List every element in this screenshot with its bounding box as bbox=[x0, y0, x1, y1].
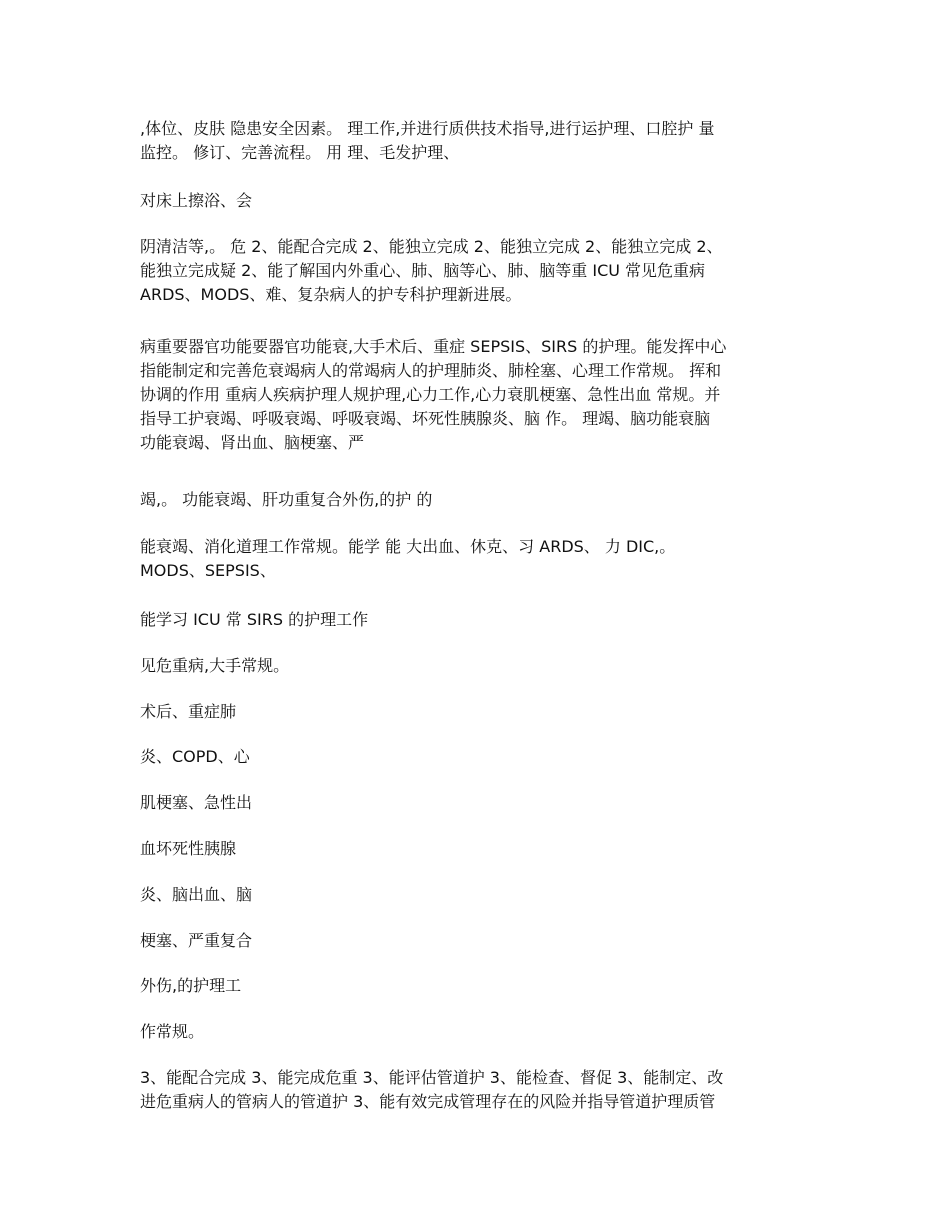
paragraph-12 bbox=[140, 837, 810, 861]
text-line: 血坏死性胰腺 bbox=[140, 839, 237, 858]
paragraph-17 bbox=[140, 1066, 810, 1114]
text-line: 监控。 修订、完善流程。 用 理、毛发护理、 bbox=[140, 143, 460, 162]
text-line: 指能制定和完善危衰竭病人的常竭病人的护理肺炎、肺栓塞、心理工作常规。 挥和 bbox=[140, 361, 722, 380]
text-line: 作常规。 bbox=[140, 1022, 205, 1041]
paragraph-9 bbox=[140, 700, 810, 724]
paragraph-7 bbox=[140, 608, 810, 632]
paragraph-3 bbox=[140, 235, 810, 307]
text-line: 能衰竭、消化道理工作常规。能学 能 大出血、休克、习 ARDS、 力 DIC,。 bbox=[140, 537, 676, 556]
paragraph-1 bbox=[140, 117, 810, 165]
text-line: ,体位、皮肤 隐患安全因素。 理工作,并进行质供技术指导,进行运护理、口腔护 量 bbox=[140, 119, 715, 138]
paragraph-10 bbox=[140, 745, 810, 769]
paragraph-16 bbox=[140, 1020, 810, 1044]
text-line: 竭,。 功能衰竭、肝功重复合外伤,的护 的 bbox=[140, 490, 433, 509]
paragraph-14 bbox=[140, 929, 810, 953]
text-line: 功能衰竭、肾出血、脑梗塞、严 bbox=[140, 433, 365, 452]
paragraph-4 bbox=[140, 335, 810, 455]
text-line: 进危重病人的管病人的管道护 3、能有效完成管理存在的风险并指导管道护理质管 bbox=[140, 1092, 716, 1111]
text-line: 肌梗塞、急性出 bbox=[140, 793, 253, 812]
text-line: 能学习 ICU 常 SIRS 的护理工作 bbox=[140, 610, 369, 629]
text-line: 能独立完成疑 2、能了解国内外重心、肺、脑等心、肺、脑等重 ICU 常见危重病 bbox=[140, 261, 706, 280]
text-line: 炎、COPD、心 bbox=[140, 747, 250, 766]
text-line: ARDS、MODS、难、复杂病人的护专科护理新进展。 bbox=[140, 285, 522, 304]
text-line: 梗塞、严重复合 bbox=[140, 931, 253, 950]
text-line: MODS、SEPSIS、 bbox=[140, 561, 276, 580]
text-line: 协调的作用 重病人疾病护理人规护理,心力工作,心力衰肌梗塞、急性出血 常规。并 bbox=[140, 385, 721, 404]
text-line: 见危重病,大手常规。 bbox=[140, 656, 290, 675]
text-line: 术后、重症肺 bbox=[140, 702, 237, 721]
text-line: 外伤,的护理工 bbox=[140, 976, 242, 995]
text-line: 阴清洁等,。 危 2、能配合完成 2、能独立完成 2、能独立完成 2、能独立完成 2、 bbox=[140, 237, 723, 256]
text-line: 炎、脑出血、脑 bbox=[140, 885, 253, 904]
paragraph-2 bbox=[140, 189, 810, 213]
text-line: 对床上擦浴、会 bbox=[140, 191, 253, 210]
paragraph-5 bbox=[140, 488, 810, 512]
paragraph-11 bbox=[140, 791, 810, 815]
text-line: 病重要器官功能要器官功能衰,大手术后、重症 SEPSIS、SIRS 的护理。能发挥中心 bbox=[140, 337, 727, 356]
paragraph-8 bbox=[140, 654, 810, 678]
paragraph-13 bbox=[140, 883, 810, 907]
paragraph-15 bbox=[140, 974, 810, 998]
paragraph-6 bbox=[140, 535, 810, 583]
text-line: 3、能配合完成 3、能完成危重 3、能评估管道护 3、能检查、督促 3、能制定、改 bbox=[140, 1068, 724, 1087]
text-line: 指导工护衰竭、呼吸衰竭、呼吸衰竭、坏死性胰腺炎、脑 作。 理竭、脑功能衰脑 bbox=[140, 409, 711, 428]
